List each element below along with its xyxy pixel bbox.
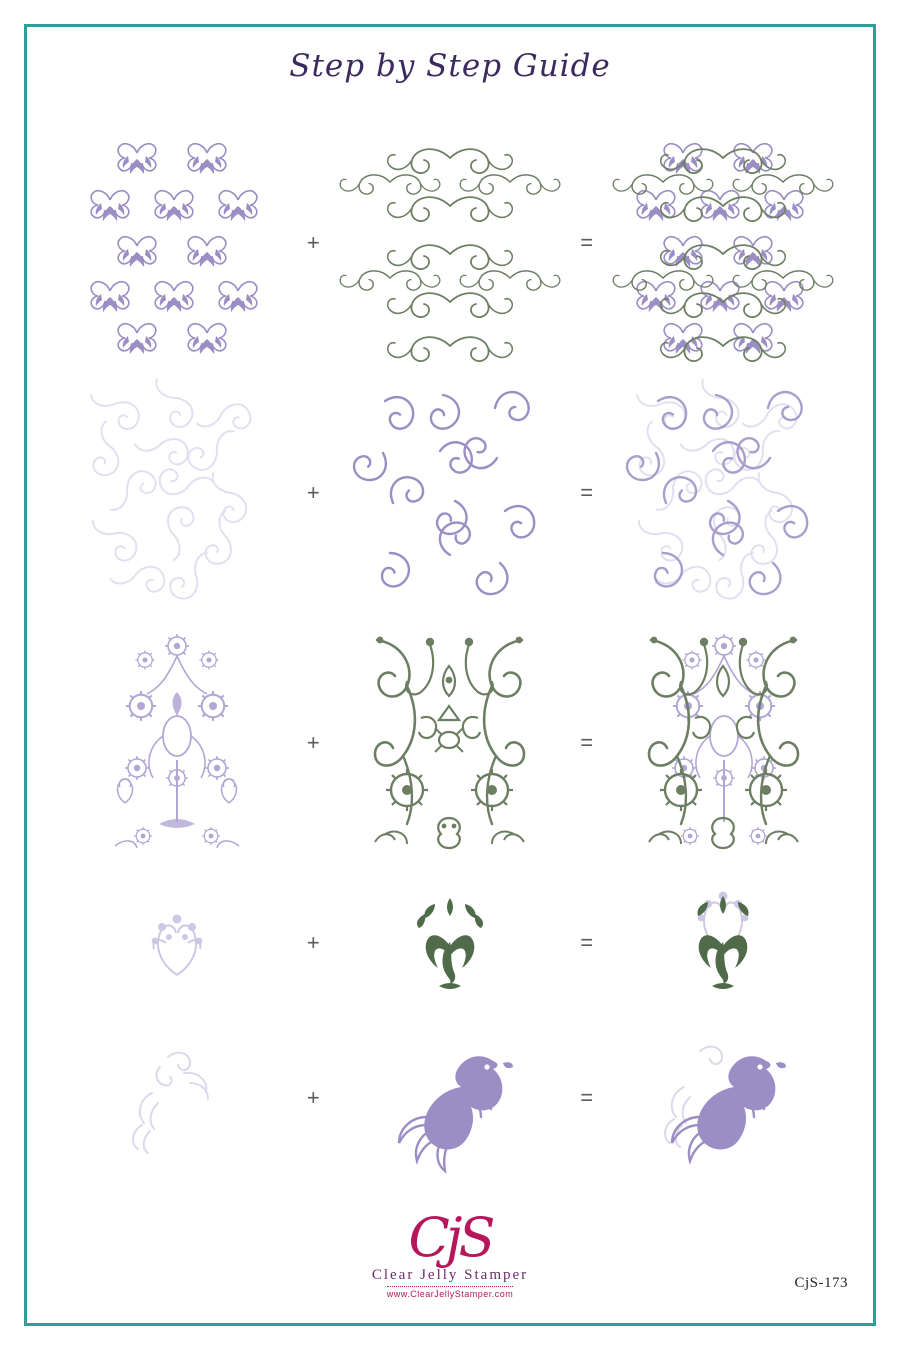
row-4-layer-a [60,868,293,1018]
lavender-dove-art [375,1033,525,1163]
pale-floral-cluster-art [122,903,232,983]
row-1-plus-operator: + [306,230,320,255]
combined-dove-motif-art [648,1033,798,1163]
row-4-plus-operator: + [306,930,320,955]
combined-fleur-scroll-lattice-art [633,128,813,358]
pale-swirl-texture-art [92,383,262,603]
row-3-result [607,618,840,868]
row-5-dove-motif [60,1018,840,1178]
row-2-layer-a [60,368,293,618]
pale-feather-wisp-art [112,1033,242,1163]
row-4-tulip-motif [60,868,840,1018]
row-1-layer-b [333,118,566,368]
row-5-result [607,1018,840,1178]
green-baroque-frame-art [367,628,532,858]
lavender-comma-swirls-art [365,383,535,603]
row-2-layer-b [333,368,566,618]
page-title: Step by Step Guide [289,48,611,84]
row-4-layer-b [333,868,566,1018]
row-5-plus-operator: + [306,1085,320,1110]
row-2-equals-operator: = [580,480,594,505]
logo-monogram: CjS [408,1206,492,1269]
row-1-result [607,118,840,368]
combined-tulip-motif-art [668,888,778,998]
row-3-layer-b [333,618,566,868]
lavender-floral-damask-art [97,628,257,858]
green-scroll-rows-art [360,128,540,358]
brand-logo [0,1206,900,1302]
row-2-result [607,368,840,618]
row-5-layer-b [333,1018,566,1178]
row-1-equals-operator: = [580,230,594,255]
row-1-floral-scroll-lattice [60,118,840,368]
combined-damask-panel-art [636,628,811,858]
row-2-swirl-texture [60,368,840,618]
lavender-fleur-lattice-art [92,128,262,358]
green-tulip-art [395,888,505,998]
logo-website-url: www.ClearJellyStamper.com [387,1286,514,1299]
row-5-layer-a [60,1018,293,1178]
row-4-result [607,868,840,1018]
row-3-plus-operator: + [306,730,320,755]
row-3-damask-panel [60,618,840,868]
row-3-equals-operator: = [580,730,594,755]
logo-brand-name: Clear Jelly Stamper [371,1267,529,1283]
row-4-equals-operator: = [580,930,594,955]
combined-swirl-texture-art [638,383,808,603]
row-5-equals-operator: = [580,1085,594,1110]
step-rows [60,118,840,1140]
plate-code: CjS-173 [794,1275,848,1291]
row-2-plus-operator: + [306,480,320,505]
row-3-layer-a [60,618,293,868]
row-1-layer-a [60,118,293,368]
